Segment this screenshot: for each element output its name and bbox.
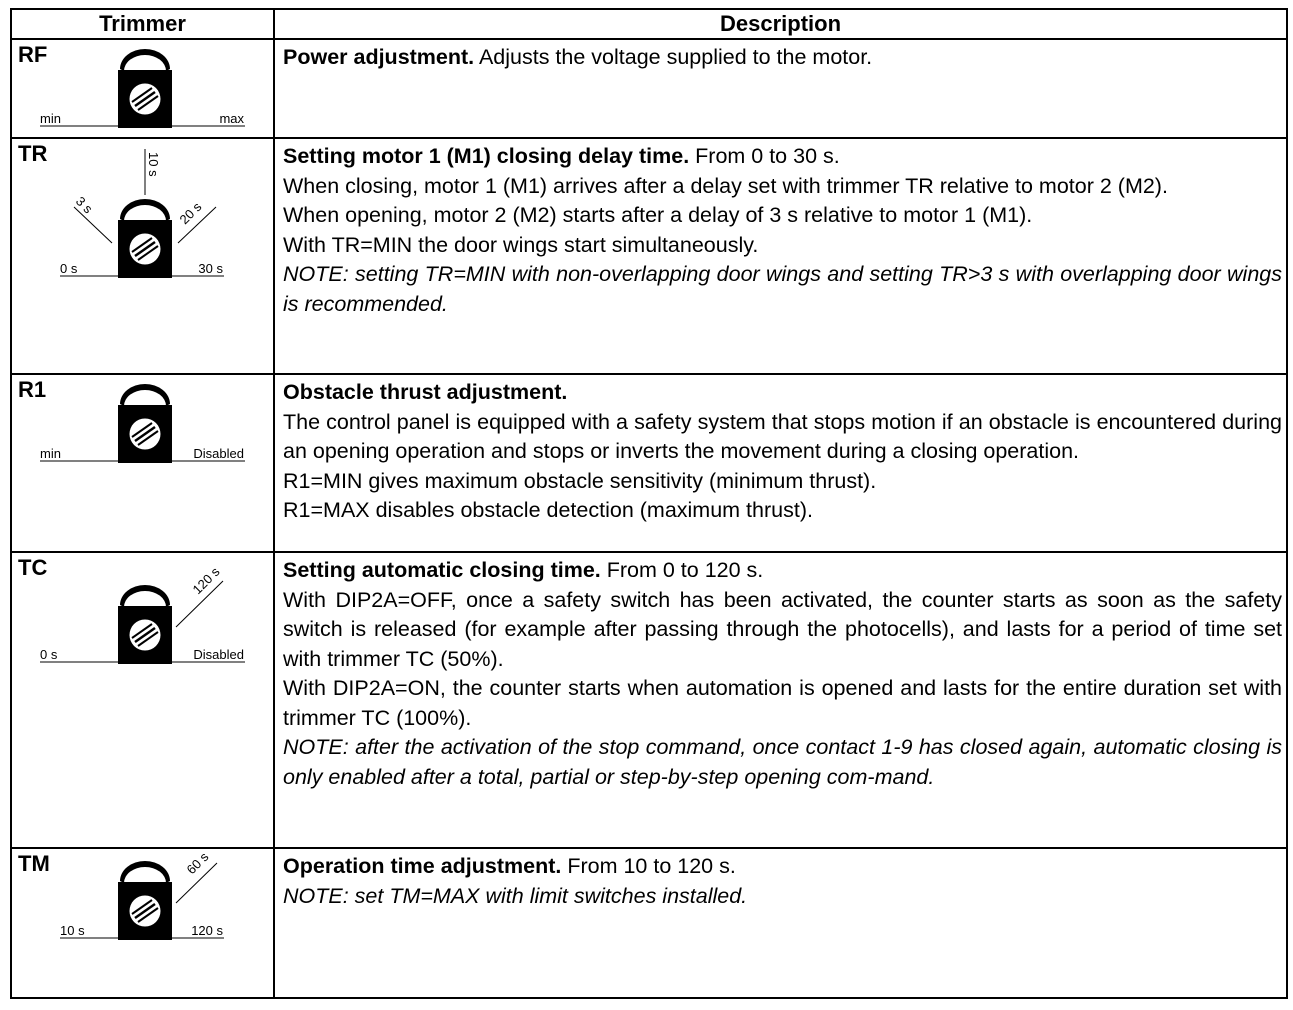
dial-label-disabled: Disabled xyxy=(193,647,244,662)
trimmer-dial-icon xyxy=(12,139,275,375)
description-paragraph: Power adjustment. Adjusts the voltage supplied to the motor. xyxy=(283,45,873,69)
trimmer-cell xyxy=(11,374,274,552)
trimmer-name: TR xyxy=(18,141,48,166)
trimmer-cell xyxy=(11,39,274,138)
description-cell xyxy=(274,39,1287,138)
dial-label-30s: 30 s xyxy=(198,261,223,276)
description-cell xyxy=(274,374,1287,552)
trimmer-table-document xyxy=(10,8,1288,999)
header-description: Description xyxy=(274,9,1287,39)
trimmer-name: RF xyxy=(18,42,48,67)
dial-label-20s: 20 s xyxy=(176,199,205,228)
trimmer-name: TM xyxy=(18,851,50,876)
description-paragraph: R1=MAX disables obstacle detection (maximum thrust). xyxy=(283,498,813,522)
trimmer-cell xyxy=(11,138,274,374)
table-row-tr xyxy=(11,138,1287,374)
dial-label-max: max xyxy=(219,111,244,126)
dial-label-60s: 60 s xyxy=(183,849,212,878)
trimmer-dial-icon xyxy=(12,40,275,139)
description-cell xyxy=(274,848,1287,998)
dial-label-120s: 120 s xyxy=(189,564,223,598)
trimmer-dial-icon xyxy=(12,849,275,999)
dial-label-10s: 10 s xyxy=(60,923,85,938)
trimmer-dial-icon xyxy=(12,375,275,553)
description-note: NOTE: setting TR=MIN with non-overlapping door wings and setting TR>3 s with overlapping door wings is recommended. xyxy=(283,262,1282,316)
description-paragraph: Setting automatic closing time. From 0 to 120 s. xyxy=(283,558,764,582)
description-paragraph: With DIP2A=OFF, once a safety switch has been activated, the counter starts as soon as the safety switch is released (for example after passing through the photocells), and lasts for a period of time set with trimmer TC (50%). xyxy=(283,587,1282,671)
table-row-r1 xyxy=(11,374,1287,552)
description-cell xyxy=(274,552,1287,848)
description-note: NOTE: after the activation of the stop command, once contact 1-9 has closed again, automatic closing is only enabled after a total, partial or step-by-step opening com-mand. xyxy=(283,735,1282,789)
table-row-tc xyxy=(11,552,1287,848)
description-paragraph: Operation time adjustment. From 10 to 120 s. xyxy=(283,854,736,878)
description-note: NOTE: set TM=MAX with limit switches installed. xyxy=(283,883,748,908)
trimmer-dial-icon xyxy=(12,553,275,849)
trimmer-name: TC xyxy=(18,555,48,580)
dial-label-0s: 0 s xyxy=(60,261,78,276)
description-paragraph: With DIP2A=ON, the counter starts when automation is opened and lasts for the entire duration set with trimmer TC (100%). xyxy=(283,676,1282,730)
dial-label-0s: 0 s xyxy=(40,647,58,662)
header-trimmer: Trimmer xyxy=(11,9,274,39)
header-row xyxy=(11,9,1287,39)
description-paragraph: Setting motor 1 (M1) closing delay time. From 0 to 30 s. xyxy=(283,144,840,168)
description-paragraph: Obstacle thrust adjustment. xyxy=(283,380,568,404)
trimmer-cell xyxy=(11,552,274,848)
description-paragraph: When opening, motor 2 (M2) starts after a delay of 3 s relative to motor 1 (M1). xyxy=(283,203,1033,227)
trimmer-name: R1 xyxy=(18,377,47,402)
table-row-tm xyxy=(11,848,1287,998)
description-cell xyxy=(274,138,1287,374)
trimmer-cell xyxy=(11,848,274,998)
description-paragraph: R1=MIN gives maximum obstacle sensitivity (minimum thrust). xyxy=(283,468,877,493)
dial-label-3s: 3 s xyxy=(72,193,96,217)
trimmer-table xyxy=(10,8,1288,999)
table-row-rf xyxy=(11,39,1287,138)
description-paragraph: When closing, motor 1 (M1) arrives after a delay set with trimmer TR relative to motor 2 (M2). xyxy=(283,173,1168,198)
description-paragraph: The control panel is equipped with a safety system that stops motion if an obstacle is encountered during an opening operation and stops or inverts the movement during a closing operation. xyxy=(283,409,1282,463)
description-paragraph: With TR=MIN the door wings start simultaneously. xyxy=(283,232,759,257)
dial-label-disabled: Disabled xyxy=(193,446,244,461)
dial-label-10s: 10 s xyxy=(146,152,161,177)
dial-label-120s: 120 s xyxy=(191,923,223,938)
dial-label-min: min xyxy=(40,111,61,126)
dial-label-min: min xyxy=(40,446,61,461)
